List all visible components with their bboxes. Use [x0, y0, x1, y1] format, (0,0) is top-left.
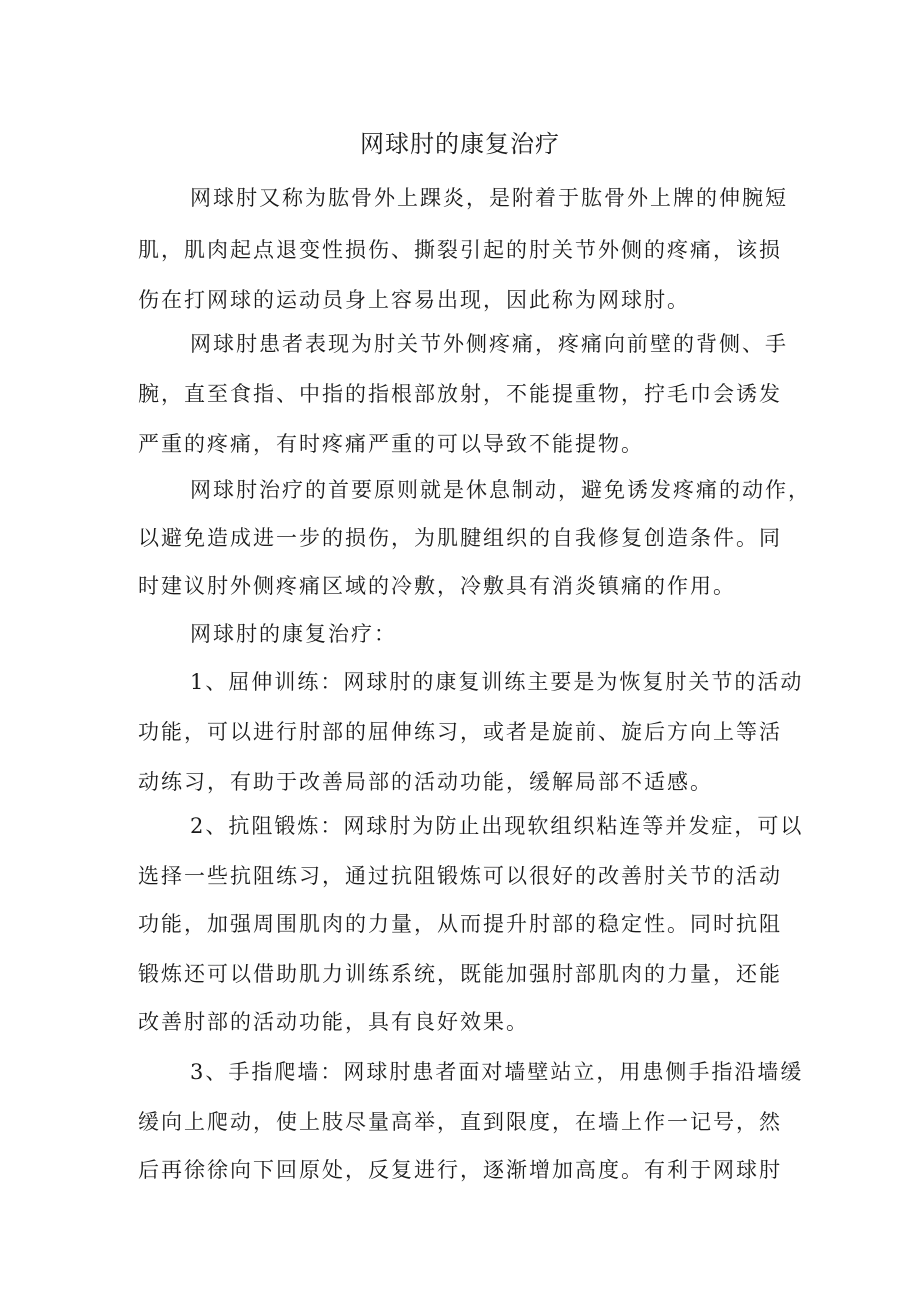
- paragraph-line: 后再徐徐向下回原处，反复进行，逐渐增加高度。有利于网球肘: [138, 1158, 782, 1182]
- paragraph-line: 网球肘又称为肱骨外上踝炎，是附着于肱骨外上牌的伸腕短: [190, 186, 788, 210]
- paragraph-line: 时建议肘外侧疼痛区域的冷敷，冷敷具有消炎镇痛的作用。: [138, 574, 736, 598]
- page-title: 网球肘的康复治疗: [360, 130, 560, 158]
- paragraph-line: 肌，肌肉起点退变性损伤、撕裂引起的肘关节外侧的疼痛，该损: [138, 238, 782, 262]
- paragraph-line: 严重的疼痛，有时疼痛严重的可以导致不能提物。: [138, 432, 644, 456]
- paragraph-line: 伤在打网球的运动员身上容易出现，因此称为网球肘。: [138, 288, 690, 312]
- paragraph-line: 网球肘治疗的首要原则就是休息制动，避免诱发疼痛的动作，: [190, 478, 811, 502]
- paragraph-line: 腕，直至食指、中指的指根部放射，不能提重物，拧毛巾会诱发: [138, 382, 782, 406]
- paragraph-line: 选择一些抗阻练习，通过抗阻锻炼可以很好的改善肘关节的活动: [138, 864, 782, 888]
- paragraph-line: 锻炼还可以借助肌力训练系统，既能加强肘部肌肉的力量，还能: [138, 962, 782, 986]
- paragraph-line: 网球肘患者表现为肘关节外侧疼痛，疼痛向前壁的背侧、手: [190, 332, 788, 356]
- paragraph-line: 功能，加强周围肌肉的力量，从而提升肘部的稳定性。同时抗阻: [138, 912, 782, 936]
- paragraph-line: 功能，可以进行肘部的屈伸练习，或者是旋前、旋后方向上等活: [138, 720, 782, 744]
- section-heading: 网球肘的康复治疗：: [190, 622, 397, 646]
- paragraph-line: 1、屈伸训练：网球肘的康复训练主要是为恢复肘关节的活动: [190, 670, 804, 694]
- paragraph-line: 3、手指爬墙：网球肘患者面对墙壁站立，用患侧手指沿墙缓: [190, 1060, 804, 1084]
- paragraph-line: 2、抗阻锻炼：网球肘为防止出现软组织粘连等并发症，可以: [190, 814, 804, 838]
- paragraph-line: 缓向上爬动，使上肢尽量高举，直到限度，在墙上作一记号，然: [138, 1110, 782, 1134]
- paragraph-line: 以避免造成进一步的损伤，为肌腱组织的自我修复创造条件。同: [138, 526, 782, 550]
- paragraph-line: 动练习，有助于改善局部的活动功能，缓解局部不适感。: [138, 770, 713, 794]
- paragraph-line: 改善肘部的活动功能，具有良好效果。: [138, 1010, 529, 1034]
